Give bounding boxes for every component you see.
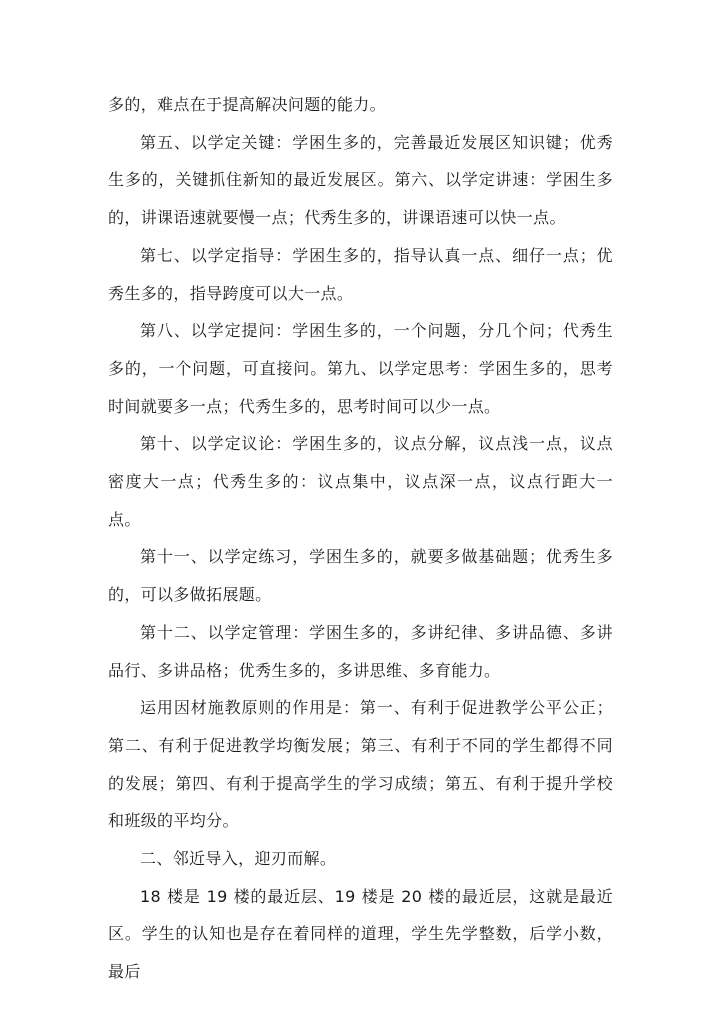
paragraph-8: 运用因材施教原则的作用是：第一、有利于促进教学公平公正；第二、有利于促进教学均衡发展；第三、有利于不同的学生都得不同的发展；第四、有利于提高学生的学习成绩；第五、有利于提升学校和班级的平均分。 bbox=[108, 698, 613, 831]
body-text bbox=[108, 86, 613, 991]
paragraph-9: 18 楼是 19 楼的最近层、19 楼是 20 楼的最近层，这就是最近区。学生的认知也是存在着同样的道理，学生先学整数，后学小数，最后 bbox=[108, 886, 613, 982]
paragraph-4: 第八、以学定提问：学困生多的，一个问题，分几个问；代秀生多的，一个问题，可直接问。第九、以学定思考：学困生多的，思考时间就要多一点；代秀生多的，思考时间可以少一点。 bbox=[108, 321, 613, 416]
section-heading: 二、邻近导入，迎刃而解。 bbox=[140, 849, 337, 869]
paragraph-6: 第十一、以学定练习，学困生多的，就要多做基础题；优秀生多的，可以多做拓展题。 bbox=[108, 547, 613, 605]
paragraph-7: 第十二、以学定管理：学困生多的，多讲纪律、多讲品德、多讲品行、多讲品格；优秀生多的，多讲思维、多育能力。 bbox=[108, 622, 613, 680]
paragraph-3: 第七、以学定指导：学困生多的，指导认真一点、细仔一点；优秀生多的，指导跨度可以大一点。 bbox=[108, 245, 613, 303]
paragraph-1: 多的，难点在于提高解决问题的能力。 bbox=[108, 95, 386, 114]
paragraph-2: 第五、以学定关键：学困生多的，完善最近发展区知识键；优秀生多的，关键抓住新知的最近发展区。第六、以学定讲速：学困生多的，讲课语速就要慢一点；代秀生多的，讲课语速可以快一点。 bbox=[108, 132, 613, 228]
paragraph-5: 第十、以学定议论：学困生多的，议点分解，议点浅一点，议点密度大一点；代秀生多的：议点集中，议点深一点，议点行距大一点。 bbox=[108, 434, 613, 529]
